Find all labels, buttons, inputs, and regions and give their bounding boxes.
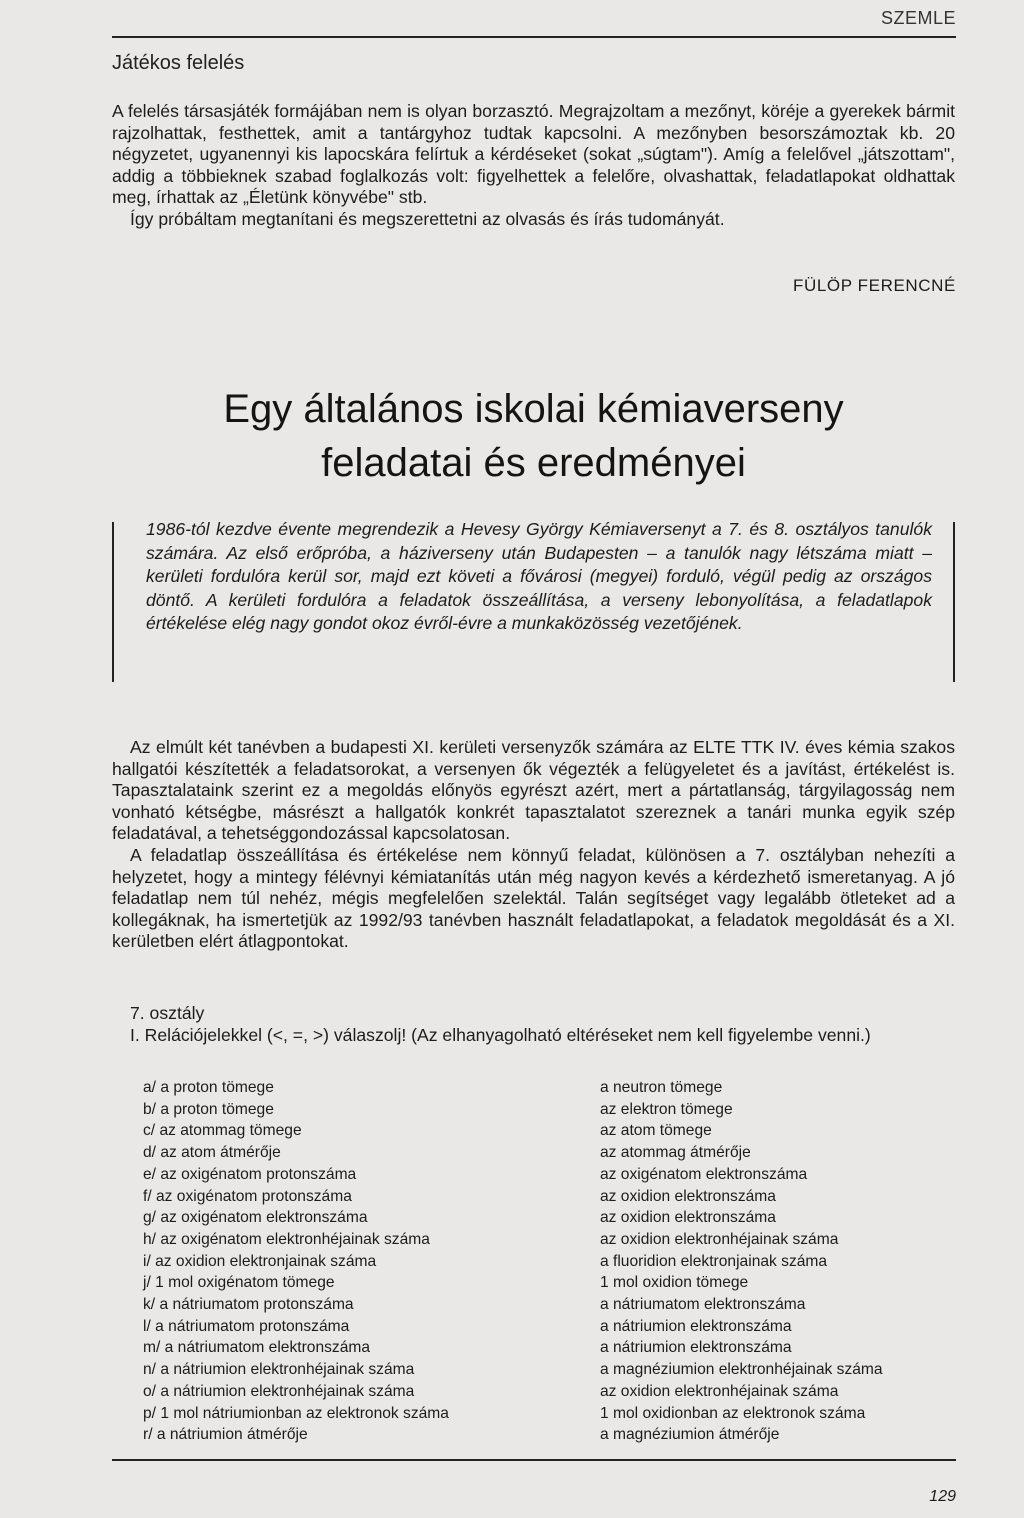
comparison-right: a neutron tömege	[600, 1079, 723, 1096]
comparison-row	[143, 1120, 963, 1142]
comparison-row	[143, 1359, 963, 1381]
comparison-row	[143, 1294, 963, 1316]
comparison-row	[143, 1272, 963, 1294]
comparison-left: d/ az atom átmérője	[143, 1144, 281, 1162]
comparison-left: a/ a proton tömege	[143, 1079, 274, 1096]
article-title	[112, 382, 955, 490]
comparison-left: e/ az oxigénatom protonszáma	[143, 1165, 357, 1183]
comparison-left: l/ a nátriumatom protonszáma	[143, 1317, 350, 1335]
comparison-right: az atom tömege	[600, 1122, 712, 1140]
comparison-row	[143, 1251, 963, 1273]
comparison-left: n/ a nátriumion elektronhéjainak száma	[143, 1361, 415, 1379]
comparison-row	[143, 1381, 963, 1403]
comparison-left: o/ a nátriumion elektronhéjainak száma	[143, 1382, 415, 1400]
lead-border-left	[112, 522, 114, 682]
comparison-left: p/ 1 mol nátriumionban az elektronok száma	[143, 1404, 449, 1422]
comparison-right: az atommag átmérője	[600, 1144, 751, 1162]
lead-border-right	[953, 522, 955, 682]
grade-label: 7. osztály	[130, 1003, 205, 1023]
comparison-row	[143, 1164, 963, 1186]
article-body-paragraph-2: A feladatlap összeállítása és értékelése nem könnyű feladat, különösen a 7. osztályban nehezíti a helyzetet, hogy a mintegy félévnyi kémiatanítás után még nagyon kevés a kérdezhető ismeretanyag. A jó feladatlap nem túl nehéz, mégis megfelelően szelektál. Talán segítséget vagy legalább ötleteket ad a kollegáknak, ha ismertetjük az 1992/93 tanévben használt feladatlapokat, a feladatok megoldását és a XI. kerületben elért átlagpontokat.	[112, 844, 955, 952]
comparison-row	[143, 1077, 963, 1099]
comparison-row	[143, 1207, 963, 1229]
comparison-left: f/ az oxigénatom protonszáma	[143, 1187, 352, 1205]
article-lead	[146, 518, 932, 636]
footer-rule	[112, 1459, 956, 1461]
comparison-right: az oxidion elektronhéjainak száma	[600, 1382, 839, 1400]
comparison-right: a fluoridion elektronjainak száma	[600, 1252, 828, 1270]
comparison-left: i/ az oxidion elektronjainak száma	[143, 1252, 377, 1270]
comparison-row	[143, 1099, 963, 1121]
comparison-row	[143, 1424, 963, 1446]
comparison-left: m/ a nátriumatom elektronszáma	[143, 1339, 371, 1357]
comparison-right: a magnéziumion átmérője	[600, 1426, 780, 1444]
comparison-left: h/ az oxigénatom elektronhéjainak száma	[143, 1230, 430, 1248]
comparison-right: 1 mol oxidionban az elektronok száma	[600, 1404, 866, 1422]
article-body	[112, 737, 955, 953]
first-article-author: FÜLÖP FERENCNÉ	[792, 276, 956, 295]
article-title-line-1: Egy általános iskolai kémiaverseny	[223, 387, 844, 431]
article-body-paragraph-1: Az elmúlt két tanévben a budapesti XI. kerületi versenyzők számára az ELTE TTK IV. éves kémia szakos hallgatói készítették a feladatsorokat, a versenyen ők végezték a felügyeletet és a javítást, értékelést is. Tapasztalataink szerint ez a megoldás előnyös egyrészt azért, mert a pártatlanság, tárgyilagosság nem vonható kétségbe, másrészt a hallgatók konkrét tapasztalatot szereznek a tanári munka egyik szép feladatával, a tehetséggondozással kapcsolatosan.	[112, 737, 955, 844]
comparison-row	[143, 1316, 963, 1338]
comparison-right: az oxigénatom elektronszáma	[600, 1165, 808, 1183]
comparison-right: a magnéziumion elektronhéjainak száma	[600, 1361, 883, 1379]
comparison-left: c/ az atommag tömege	[143, 1122, 302, 1140]
comparison-right: az elektron tömege	[600, 1100, 733, 1118]
first-article-paragraph-1: A felelés társasjáték formájában nem is olyan borzasztó. Megrajzoltam a mezőnyt, köréje a gyerekek bármit rajzolhattak, festhettek, amit a tantárgyhoz tudtak kapcsolni. A mezőnyben besorszámoztak kb. 20 négyzetet, ugyanennyi kis lapocskára felírtuk a kérdéseket (sokat „súgtam"). Amíg a felelővel „játszottam", addig a többieknek szabad foglalkozás volt: figyelhettek a felelőre, olvashattak, feladatlapokat oldhattak meg, írhattak az „Életünk könyvébe" stb.	[112, 101, 955, 208]
task-1-instruction: I. Relációjelekkel (<, =, >) válaszolj! (Az elhanyagolható eltéréseket nem kell figyelembe venni.)	[130, 1024, 871, 1045]
first-article-title: Játékos felelés	[112, 52, 245, 74]
comparison-right: a nátriumion elektronszáma	[600, 1339, 792, 1357]
article-title-line-2: feladatai és eredményei	[321, 441, 746, 485]
comparison-right: az oxidion elektronszáma	[600, 1209, 776, 1227]
article-lead-text: 1986-tól kezdve évente megrendezik a Hevesy György Kémiaversenyt a 7. és 8. osztályos tanulók számára. Az első erőpróba, a háziverseny után Budapesten – a tanulók nagy létszáma miatt – kerületi fordulóra kerül sor, majd ezt követi a fővárosi (megyei) forduló, végül pedig az országos döntő. A kerületi fordulóra a feladatok összeállítása, a verseny lebonyolítása, a feladatlapok értékelése elég nagy gondot okoz évről-évre a munkaközösség vezetőjének.	[146, 519, 932, 633]
comparison-right: a nátriumatom elektronszáma	[600, 1296, 806, 1314]
comparison-right: 1 mol oxidion tömege	[600, 1274, 749, 1292]
first-article-paragraph-2: Így próbáltam megtanítani és megszerettetni az olvasás és írás tudományát.	[130, 208, 725, 229]
comparison-row	[143, 1229, 963, 1251]
comparison-left: k/ a nátriumatom protonszáma	[143, 1296, 354, 1314]
comparison-list	[143, 1077, 963, 1446]
header-rule	[112, 36, 956, 38]
comparison-left: b/ a proton tömege	[143, 1100, 274, 1118]
comparison-left: r/ a nátriumion átmérője	[143, 1426, 308, 1444]
comparison-left: j/ 1 mol oxigénatom tömege	[143, 1274, 335, 1292]
comparison-right: az oxidion elektronszáma	[600, 1187, 776, 1205]
comparison-row	[143, 1186, 963, 1208]
comparison-right: az oxidion elektronhéjainak száma	[600, 1230, 839, 1248]
first-article-body	[112, 101, 955, 231]
page-number: 129	[929, 1488, 956, 1505]
comparison-row	[143, 1337, 963, 1359]
comparison-row	[143, 1403, 963, 1425]
comparison-left: g/ az oxigénatom elektronszáma	[143, 1209, 368, 1227]
comparison-row	[143, 1142, 963, 1164]
section-label: SZEMLE	[880, 8, 956, 28]
comparison-right: a nátriumion elektronszáma	[600, 1317, 792, 1335]
task-heading	[112, 1003, 955, 1046]
